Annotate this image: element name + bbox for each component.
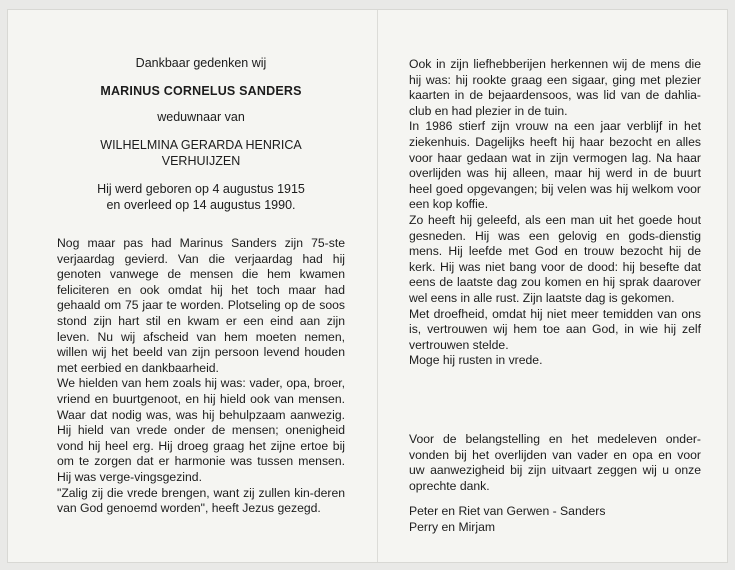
- spouse-name-line2: VERHUIJZEN: [161, 154, 241, 168]
- thanks-note: [409, 432, 701, 494]
- right-paragraph-3: Zo heeft hij geleefd, als een man uit het goede hout gesneden. Hij was een gelovig en gods-dienstig mens. Hij leefde met God en trouw bezocht hij de kerk. Hij was niet bang voor de dood: hij besefte dat eens de laatste dag zou komen en hij sprak daarover wel eens in alle rust. Zijn laatste dag is gekomen.: [409, 212, 701, 305]
- death-date-line: en overleed op 14 augustus 1990.: [106, 198, 296, 212]
- right-paragraph-2: In 1986 stierf zijn vrouw na een jaar verblijf in het ziekenhuis. Dagelijks heeft hij haar bezocht en alles voor haar gedaan wat in zijn vermogen lag. Na haar overlijden was hij alleen, maar hij werd in de buurt heel goed opgevangen; bij velen was hij welkom voor een kop koffie.: [409, 119, 701, 212]
- family-signature: [409, 504, 701, 535]
- bible-quote: "Zalig zij die vrede brengen, want zij zullen kin-deren van God genoemd worden", heeft Jezus gezegd.: [57, 485, 345, 516]
- right-paragraph-4: Met droefheid, omdat hij niet meer temidden van ons is, vertrouwen wij hem toe aan God, in wie hij zelf vertrouwen stelde.: [409, 306, 701, 352]
- right-paragraph-1: Ook in zijn liefhebberijen herkennen wij de mens die hij was: hij rookte graag een sigaar, ging met plezier kaarten in de bejaardensoos, was lid van de dahlia-club en had plezier in de tuin.: [409, 57, 701, 118]
- left-body-text: [57, 236, 345, 517]
- thanks-text: Voor de belangstelling en het medeleven onder-vonden bij het overlijden van vader en opa en voor uw aanwezigheid bij zijn uitvaart zeggen wij u onze oprechte dank.: [409, 432, 701, 493]
- signature-line-2: Perry en Mirjam: [409, 519, 496, 534]
- memorial-header: [57, 55, 345, 213]
- signature-line-1: Peter en Riet van Gerwen - Sanders: [409, 504, 606, 518]
- deceased-name: MARINUS CORNELUS SANDERS: [100, 84, 302, 98]
- left-panel: [57, 55, 345, 517]
- left-paragraph-2: We hielden van hem zoals hij was: vader, opa, broer, vriend en buurtgenoot, en hij hield ook van mensen. Waar dat nodig was, was hij behulpzaam aanwezig. Hij hield van vrede onder de mensen; onenigheid vond hij heel erg. Hij droeg graag het zijne ertoe bij om te zorgen dat er harmonie was tussen mensen. Hij was verge-vingsgezind.: [57, 376, 345, 484]
- spouse-name: [57, 137, 345, 169]
- spouse-name-line1: WILHELMINA GERARDA HENRICA: [100, 138, 302, 152]
- left-paragraph-1: Nog maar pas had Marinus Sanders zijn 75-ste verjaardag gevierd. Van die verjaardag had hij genoten vanwege de mensen die hem kwamen feliciteren en ook omdat hij het toch maar had gehaald om 75 jaar te worden. Plotseling op de soos stond zijn hart stil en kwam er een eind aan zijn leven. Nu wij afscheid van hem moeten nemen, willen wij het beeld van zijn persoon levend houden met eerbied en dankbaarheid.: [57, 236, 345, 375]
- birth-date-line: Hij werd geboren op 4 augustus 1915: [97, 182, 305, 196]
- right-body-text: [409, 57, 701, 369]
- intro-line: Dankbaar gedenken wij: [135, 56, 267, 70]
- life-dates: [57, 181, 345, 213]
- closing-line: Moge hij rusten in vrede.: [409, 353, 543, 368]
- relation-line: weduwnaar van: [157, 110, 245, 124]
- card-fold-line: [377, 10, 378, 562]
